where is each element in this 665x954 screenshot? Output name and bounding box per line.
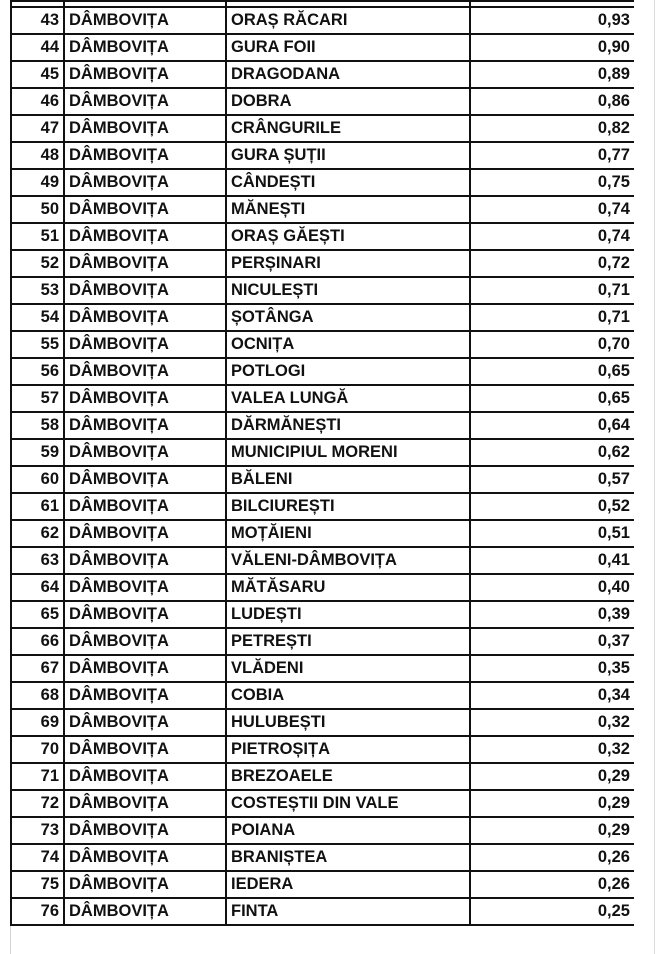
table-row <box>11 385 635 412</box>
table-row <box>11 250 635 277</box>
cell-row-number[interactable]: 55 <box>11 331 64 358</box>
table-row <box>11 493 635 520</box>
cell-row-number[interactable]: 60 <box>11 466 64 493</box>
table-row <box>11 331 635 358</box>
cell-row-number[interactable]: 54 <box>11 304 64 331</box>
cell-locality[interactable]: GURA ȘUȚII <box>226 142 470 169</box>
cell-rate-value[interactable]: 0,74 <box>470 196 635 223</box>
cell-row-number[interactable]: 76 <box>11 898 64 925</box>
cell-rate-value[interactable]: 0,71 <box>470 304 635 331</box>
cell-rate-value[interactable]: 0,75 <box>470 169 635 196</box>
cell-rate-value[interactable]: 0,74 <box>470 223 635 250</box>
cell-locality[interactable]: LUDEȘTI <box>226 601 470 628</box>
cell-rate-value[interactable]: 0,39 <box>470 601 635 628</box>
cell-row-number[interactable]: 61 <box>11 493 64 520</box>
table-row <box>11 520 635 547</box>
cell-rate-value[interactable]: 0,32 <box>470 709 635 736</box>
cell-row-number[interactable]: 62 <box>11 520 64 547</box>
cell-row-number[interactable]: 48 <box>11 142 64 169</box>
cell-locality[interactable]: FINTA <box>226 898 470 925</box>
cell-county[interactable]: DÂMBOVIȚA <box>64 547 226 574</box>
cell-county[interactable]: DÂMBOVIȚA <box>64 493 226 520</box>
cell-rate-value[interactable]: 0,41 <box>470 547 635 574</box>
cell-locality[interactable]: NICULEȘTI <box>226 277 470 304</box>
cell-locality[interactable]: BRANIȘTEA <box>226 844 470 871</box>
cell-county[interactable]: DÂMBOVIȚA <box>64 304 226 331</box>
table-row <box>11 682 635 709</box>
cell-locality[interactable]: MĂNEȘTI <box>226 196 470 223</box>
cell-row-number[interactable]: 68 <box>11 682 64 709</box>
cell-row-number[interactable]: 58 <box>11 412 64 439</box>
cell-county[interactable]: DÂMBOVIȚA <box>64 439 226 466</box>
cell-county[interactable]: DÂMBOVIȚA <box>64 7 226 34</box>
table-row <box>11 709 635 736</box>
column-gridline <box>654 0 655 954</box>
cell-rate-value[interactable]: 0,62 <box>470 439 635 466</box>
cell-county[interactable]: DÂMBOVIȚA <box>64 520 226 547</box>
cell-rate-value[interactable]: 0,70 <box>470 331 635 358</box>
cell-county[interactable]: DÂMBOVIȚA <box>64 817 226 844</box>
cell-locality[interactable]: ORAȘ RĂCARI <box>226 7 470 34</box>
cell-rate-value[interactable]: 0,52 <box>470 493 635 520</box>
cell-county[interactable]: DÂMBOVIȚA <box>64 250 226 277</box>
cell-rate-value[interactable]: 0,65 <box>470 358 635 385</box>
table-row <box>11 466 635 493</box>
cell-row-number[interactable]: 66 <box>11 628 64 655</box>
table-row <box>11 223 635 250</box>
cell-rate-value[interactable]: 0,32 <box>470 736 635 763</box>
cell-locality[interactable]: OCNIȚA <box>226 331 470 358</box>
cell-county[interactable]: DÂMBOVIȚA <box>64 871 226 898</box>
cell-row-number[interactable]: 69 <box>11 709 64 736</box>
cell-rate-value[interactable]: 0,51 <box>470 520 635 547</box>
cell-county[interactable]: DÂMBOVIȚA <box>64 34 226 61</box>
table-row <box>11 277 635 304</box>
cell-rate-value[interactable]: 0,65 <box>470 385 635 412</box>
cell-rate-value[interactable]: 0,82 <box>470 115 635 142</box>
table-body <box>11 1 635 925</box>
table-row <box>11 304 635 331</box>
cell-locality[interactable]: COBIA <box>226 682 470 709</box>
table-row <box>11 61 635 88</box>
cell-county[interactable]: DÂMBOVIȚA <box>64 736 226 763</box>
cell-row-number[interactable]: 71 <box>11 763 64 790</box>
table-row <box>11 439 635 466</box>
cell-county[interactable]: DÂMBOVIȚA <box>64 574 226 601</box>
table-row <box>11 601 635 628</box>
cell-rate-value[interactable]: 0,34 <box>470 682 635 709</box>
cell-county[interactable]: DÂMBOVIȚA <box>64 655 226 682</box>
table-row <box>11 88 635 115</box>
cell-rate-value[interactable]: 0,29 <box>470 763 635 790</box>
cell-locality[interactable]: COSTEȘTII DIN VALE <box>226 790 470 817</box>
cell-locality[interactable]: DRAGODANA <box>226 61 470 88</box>
cell-county[interactable]: DÂMBOVIȚA <box>64 196 226 223</box>
table-row <box>11 655 635 682</box>
cell-county[interactable]: DÂMBOVIȚA <box>64 385 226 412</box>
cell-rate-value[interactable]: 0,57 <box>470 466 635 493</box>
cell-row-number[interactable]: 56 <box>11 358 64 385</box>
cell-row-number[interactable]: 64 <box>11 574 64 601</box>
cell-row-number[interactable]: 57 <box>11 385 64 412</box>
table-row <box>11 547 635 574</box>
cell-county[interactable]: DÂMBOVIȚA <box>64 277 226 304</box>
cell-row-number[interactable]: 72 <box>11 790 64 817</box>
cell-rate-value[interactable]: 0,77 <box>470 142 635 169</box>
cell-county[interactable]: DÂMBOVIȚA <box>64 358 226 385</box>
cell-county[interactable]: DÂMBOVIȚA <box>64 223 226 250</box>
cell-locality[interactable]: BĂLENI <box>226 466 470 493</box>
table-row <box>11 358 635 385</box>
table-row <box>11 817 635 844</box>
cell-county[interactable]: DÂMBOVIȚA <box>64 142 226 169</box>
cell-row-number[interactable]: 70 <box>11 736 64 763</box>
cell-county[interactable]: DÂMBOVIȚA <box>64 682 226 709</box>
cell-rate-value[interactable]: 0,72 <box>470 250 635 277</box>
cell-row-number[interactable]: 52 <box>11 250 64 277</box>
cell-county[interactable]: DÂMBOVIȚA <box>64 115 226 142</box>
cell-row-number[interactable]: 63 <box>11 547 64 574</box>
cell-row-number[interactable]: 51 <box>11 223 64 250</box>
cell-rate-value[interactable]: 0,26 <box>470 871 635 898</box>
cell-row-number[interactable]: 75 <box>11 871 64 898</box>
cell-rate-value[interactable]: 0,29 <box>470 790 635 817</box>
cell-locality[interactable]: HULUBEȘTI <box>226 709 470 736</box>
cell-row-number[interactable]: 49 <box>11 169 64 196</box>
cell-locality[interactable]: ORAȘ GĂEȘTI <box>226 223 470 250</box>
cell-row-number[interactable]: 73 <box>11 817 64 844</box>
cell-locality[interactable]: CÂNDEȘTI <box>226 169 470 196</box>
right-empty-column <box>634 0 665 954</box>
table-row <box>11 115 635 142</box>
table-row <box>11 196 635 223</box>
cell-locality[interactable]: PIETROȘIȚA <box>226 736 470 763</box>
cell-row-number[interactable]: 47 <box>11 115 64 142</box>
cell-county[interactable]: DÂMBOVIȚA <box>64 61 226 88</box>
cell-row-number[interactable]: 46 <box>11 88 64 115</box>
cell-county[interactable]: DÂMBOVIȚA <box>64 844 226 871</box>
table-row <box>11 574 635 601</box>
table-row <box>11 790 635 817</box>
cell-county[interactable]: DÂMBOVIȚA <box>64 601 226 628</box>
cell-rate-value[interactable]: 0,86 <box>470 88 635 115</box>
cell-locality[interactable]: POTLOGI <box>226 358 470 385</box>
table-row <box>11 844 635 871</box>
cell-rate-value[interactable]: 0,89 <box>470 61 635 88</box>
cell-county[interactable]: DÂMBOVIȚA <box>64 628 226 655</box>
cell-rate-value[interactable]: 0,29 <box>470 817 635 844</box>
cell-rate-value[interactable]: 0,25 <box>470 898 635 925</box>
cell-locality[interactable]: MUNICIPIUL MORENI <box>226 439 470 466</box>
cell-locality[interactable]: IEDERA <box>226 871 470 898</box>
cell-locality[interactable]: POIANA <box>226 817 470 844</box>
cell-rate-value[interactable]: 0,93 <box>470 7 635 34</box>
cell-rate-value[interactable]: 0,71 <box>470 277 635 304</box>
table-row <box>11 898 635 925</box>
cell-row-number[interactable]: 50 <box>11 196 64 223</box>
cell-rate-value[interactable]: 0,40 <box>470 574 635 601</box>
cell-row-number[interactable]: 44 <box>11 34 64 61</box>
cell-county[interactable]: DÂMBOVIȚA <box>64 466 226 493</box>
cell-row-number[interactable]: 45 <box>11 61 64 88</box>
table-row <box>11 7 635 34</box>
cell-locality[interactable]: PERȘINARI <box>226 250 470 277</box>
cell-county[interactable]: DÂMBOVIȚA <box>64 790 226 817</box>
cell-locality[interactable]: VĂLENI-DÂMBOVIȚA <box>226 547 470 574</box>
incidence-table <box>10 0 636 926</box>
cell-row-number[interactable]: 74 <box>11 844 64 871</box>
cell-county[interactable]: DÂMBOVIȚA <box>64 169 226 196</box>
cell-county[interactable]: DÂMBOVIȚA <box>64 709 226 736</box>
cell-locality[interactable]: BREZOAELE <box>226 763 470 790</box>
table-row <box>11 763 635 790</box>
cell-locality[interactable]: DOBRA <box>226 88 470 115</box>
cell-county[interactable]: DÂMBOVIȚA <box>64 331 226 358</box>
cell-row-number[interactable]: 53 <box>11 277 64 304</box>
cell-locality[interactable]: MĂTĂSARU <box>226 574 470 601</box>
cell-row-number[interactable]: 65 <box>11 601 64 628</box>
cell-county[interactable]: DÂMBOVIȚA <box>64 898 226 925</box>
cell-rate-value[interactable]: 0,26 <box>470 844 635 871</box>
table-row <box>11 628 635 655</box>
cell-row-number[interactable]: 43 <box>11 7 64 34</box>
cell-locality[interactable]: CRÂNGURILE <box>226 115 470 142</box>
table-row <box>11 142 635 169</box>
cell-rate-value[interactable]: 0,90 <box>470 34 635 61</box>
table-row <box>11 34 635 61</box>
table-row <box>11 169 635 196</box>
cell-row-number[interactable]: 67 <box>11 655 64 682</box>
cell-locality[interactable]: VALEA LUNGĂ <box>226 385 470 412</box>
cell-rate-value[interactable]: 0,37 <box>470 628 635 655</box>
cell-rate-value[interactable]: 0,64 <box>470 412 635 439</box>
cell-county[interactable]: DÂMBOVIȚA <box>64 88 226 115</box>
cell-county[interactable]: DÂMBOVIȚA <box>64 412 226 439</box>
cell-locality[interactable]: PETREȘTI <box>226 628 470 655</box>
table-row <box>11 871 635 898</box>
table-row <box>11 412 635 439</box>
table-row <box>11 736 635 763</box>
cell-rate-value[interactable]: 0,35 <box>470 655 635 682</box>
cell-row-number[interactable]: 59 <box>11 439 64 466</box>
cell-county[interactable]: DÂMBOVIȚA <box>64 763 226 790</box>
cell-locality[interactable]: GURA FOII <box>226 34 470 61</box>
cell-locality[interactable]: BILCIUREȘTI <box>226 493 470 520</box>
cell-locality[interactable]: VLĂDENI <box>226 655 470 682</box>
cell-locality[interactable]: ȘOTÂNGA <box>226 304 470 331</box>
cell-locality[interactable]: MOȚĂIENI <box>226 520 470 547</box>
cell-locality[interactable]: DĂRMĂNEȘTI <box>226 412 470 439</box>
